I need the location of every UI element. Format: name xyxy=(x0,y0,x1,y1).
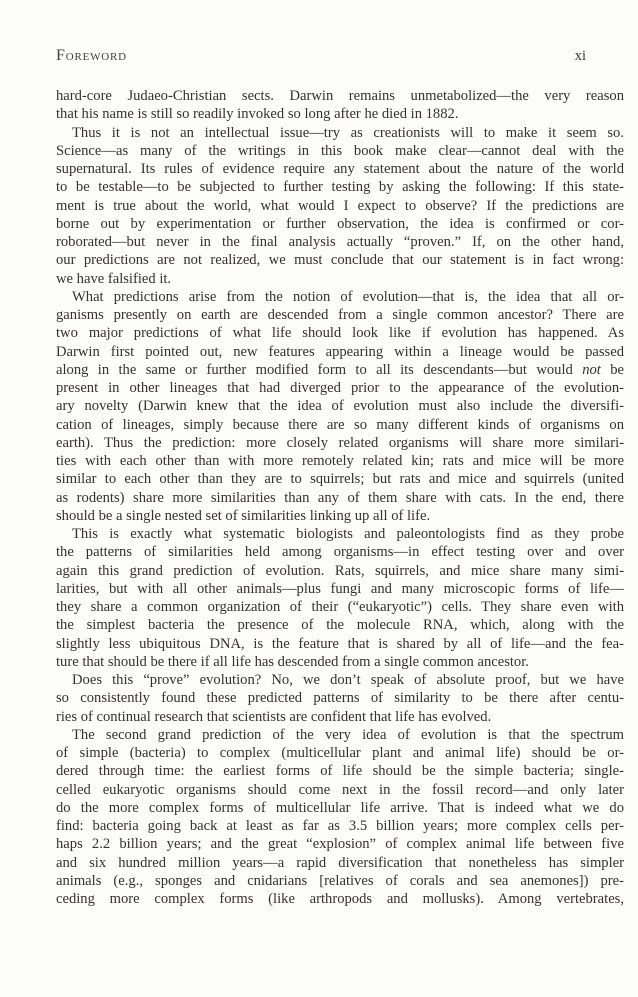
text-line: earth). Thus the prediction: more closely related organisms will share more similari- xyxy=(56,434,624,451)
paragraph xyxy=(56,525,624,671)
text-line: that his name is still so readily invoked so long after he died in 1882. xyxy=(56,106,459,123)
paragraph xyxy=(56,671,624,726)
text-line: ceding more complex forms (like arthropods and mollusks). Among vertebrates, xyxy=(56,891,624,907)
text-line: animals (e.g., sponges and cnidarians [relatives of corals and sea anemones]) pre- xyxy=(56,872,624,889)
text-line: celled eukaryotic organisms should come next in the fossil record—and only later xyxy=(56,781,624,798)
text-line: and six hundred million years—a rapid diversification that nonetheless has simpler xyxy=(56,854,624,871)
text-line: we have falsified it. xyxy=(56,270,172,287)
text-line: the patterns of similarities held among organisms—in effect testing over and over xyxy=(56,544,624,561)
text-line: again this grand prediction of evolution. Rats, squirrels, and mice share many simi- xyxy=(56,562,624,579)
text-line: do the more complex forms of multicellular life arrive. That is indeed what we do xyxy=(56,799,624,816)
text-line: along in the same or further modified form to all its descendants—but would not be xyxy=(56,361,624,378)
text-line: ganisms presently on earth are descended from a single common ancestor? There are xyxy=(56,307,624,323)
text-line: ture that should be there if all life has descended from a single common ancestor. xyxy=(56,653,529,670)
text-line: Darwin first pointed out, new features appearing within a lineage would be passed xyxy=(56,343,624,360)
text-line: so consistently found these predicted patterns of similarity to be there after centu- xyxy=(56,690,624,707)
text-line: Thus it is not an intellectual issue—try as creationists will to make it seem so. xyxy=(72,124,624,141)
text-line: our predictions are not realized, we must conclude that our statement is in fact wrong: xyxy=(56,252,624,269)
text-line: The second grand prediction of the very idea of evolution is that the spectrum xyxy=(72,726,624,743)
text-line: of simple (bacteria) to complex (multicellular plant and animal life) should be or- xyxy=(56,745,624,761)
text-line: they share a common organization of their (“eukaryotic”) cells. They share even with xyxy=(56,599,624,615)
text-line: roborated—but never in the final analysis actually “proven.” If, on the other hand, xyxy=(56,234,624,250)
page-header xyxy=(56,47,624,65)
running-header-title: Foreword xyxy=(56,47,127,64)
text-line: to be testable—to be subjected to further testing by asking the following: If this state- xyxy=(56,179,624,196)
text-line: should be a single nested set of similarities linking up all of life. xyxy=(56,507,431,524)
text-line: find: bacteria going back at least as far as 3.5 billion years; more complex cells per- xyxy=(56,818,624,834)
text-line: cation of lineages, simply because there are so many different kinds of organisms on xyxy=(56,416,624,433)
text-line: two major predictions of what life should look like if evolution has happened. As xyxy=(56,325,624,342)
body-text xyxy=(56,87,624,908)
text-line: as rodents) share more similarities than any of them share with cats. In the end, there xyxy=(56,489,624,506)
text-line: similar to each other than they are to squirrels; but rats and mice and squirrels (united xyxy=(56,471,624,488)
text-line: borne out by experimentation or further observation, the idea is confirmed or cor- xyxy=(56,215,624,232)
paragraph xyxy=(56,726,624,909)
text-line: ries of continual research that scientists are confident that life has evolved. xyxy=(56,708,492,725)
text-line: Does this “prove” evolution? No, we don’t speak of absolute proof, but we have xyxy=(72,672,624,688)
text-line: ties with each other than with more remotely related kin; rats and mice will be more xyxy=(56,453,624,469)
text-line: larities, but with all other animals—plus fungi and many microscopic forms of life— xyxy=(56,580,624,597)
text-line: ary novelty (Darwin knew that the idea of evolution must also include the diversifi- xyxy=(56,398,624,415)
text-line: supernatural. Its rules of evidence require any statement about the nature of the world xyxy=(56,161,624,177)
text-line: haps 2.2 billion years; and the great “explosion” of complex animal life between five xyxy=(56,836,624,853)
text-line: Science—as many of the writings in this book make clear—cannot deal with the xyxy=(56,142,624,159)
text-line: What predictions arise from the notion of evolution—that is, the idea that all or- xyxy=(72,288,624,305)
text-line: hard-core Judaeo-Christian sects. Darwin remains unmetabolized—the very reason xyxy=(56,88,624,104)
page-number: xi xyxy=(574,48,586,64)
paragraph xyxy=(56,87,624,124)
text-line: present in other lineages that had diverged prior to the appearance of the evolution- xyxy=(56,380,624,396)
paragraph xyxy=(56,288,624,525)
text-line: the simplest bacteria the presence of the molecule RNA, which, along with the xyxy=(56,617,624,634)
text-line: dered through time: the earliest forms of life should be the simple bacteria; single- xyxy=(56,763,624,780)
paragraph xyxy=(56,124,624,288)
text-line: This is exactly what systematic biologists and paleontologists find as they probe xyxy=(72,526,624,542)
text-line: slightly less ubiquitous DNA, is the feature that is shared by all of life—and the fea- xyxy=(56,635,624,652)
text-line: ment is true about the world, what would I expect to observe? If the predictions are xyxy=(56,197,624,214)
